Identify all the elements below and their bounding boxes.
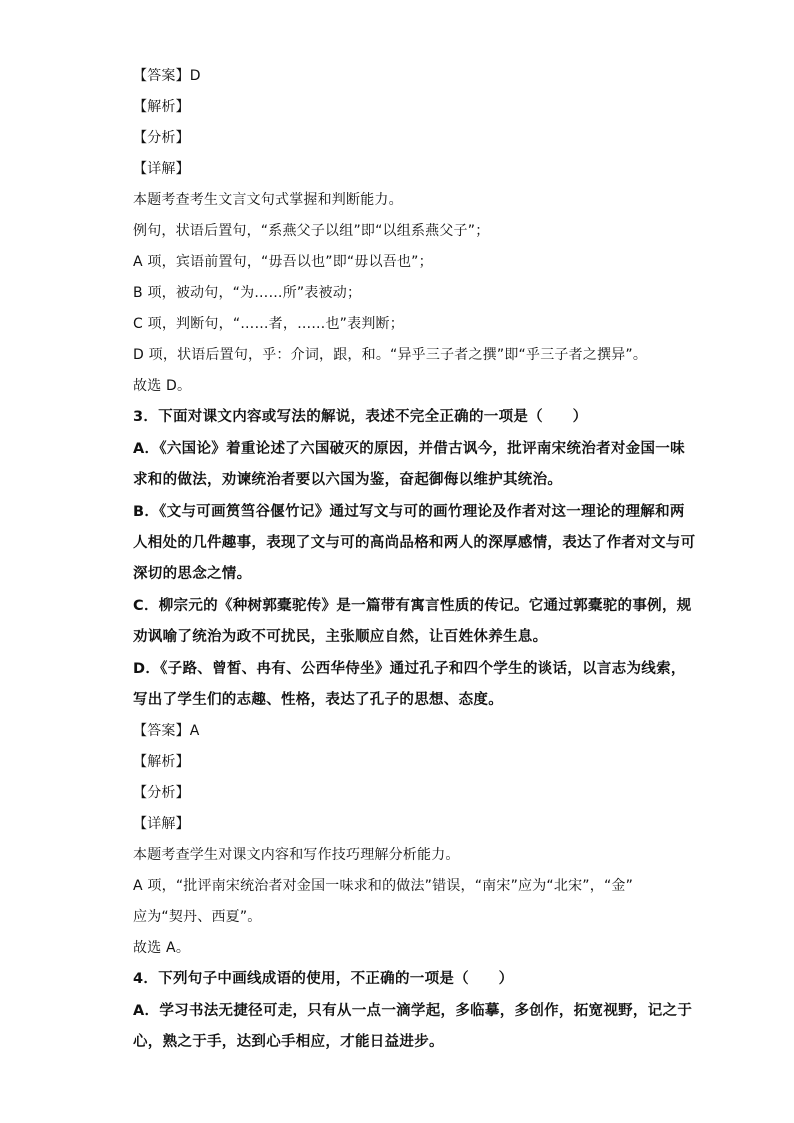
question-3-option-b: B．《文与可画筼筜谷偃竹记》通过写文与可的画竹理论及作者对这一理论的理解和两 — [133, 504, 685, 520]
question-3-option-d: 写出了学生们的志趣、性格，表达了孔子的思想、态度。 — [133, 692, 503, 708]
answer-label: 【答案】A — [133, 723, 200, 739]
explanation-line: B 项，被动句，“为……所”表被动； — [133, 285, 362, 301]
question-3-stem: 3．下面对课文内容或写法的解说，表述不完全正确的一项是（ ） — [133, 409, 588, 425]
explanation-line: C 项，判断句，“……者，……也”表判断； — [133, 316, 404, 332]
explanation-line: 例句，状语后置句，“系燕父子以组”即“以组系燕父子”； — [133, 223, 490, 239]
explanation-line: A 项，“批评南宋统治者对金国一味求和的做法”错误，“南宋”应为“北宋”，“金” — [133, 878, 634, 894]
detail-heading: 【详解】 — [133, 816, 190, 832]
question-3-option-c: C．柳宗元的《种树郭橐驼传》是一篇带有寓言性质的传记。它通过郭橐驼的事例，规 — [133, 598, 692, 614]
explanation-line: 应为“契丹、西夏”。 — [133, 909, 262, 925]
analysis-heading: 【解析】 — [133, 754, 190, 770]
question-3-option-b: 人相处的几件趣事，表现了文与可的高尚品格和两人的深厚感情，表达了作者对文与可 — [133, 535, 696, 551]
conclusion-line: 故选 A。 — [133, 940, 191, 956]
question-4-option-a: 心，熟之于手，达到心手相应，才能日益进步。 — [133, 1034, 444, 1050]
detail-heading: 【详解】 — [133, 161, 190, 177]
explanation-line: 本题考查考生文言文句式掌握和判断能力。 — [133, 192, 403, 208]
conclusion-line: 故选 D。 — [133, 378, 192, 394]
fenxi-heading: 【分析】 — [133, 785, 190, 801]
question-3-option-c: 劝讽喻了统治为政不可扰民，主张顺应自然，让百姓休养生息。 — [133, 629, 548, 645]
explanation-line: D 项，状语后置句，乎：介词，跟，和。“异乎三子者之撰”即“乎三子者之撰异”。 — [133, 347, 648, 363]
question-4-stem: 4．下列句子中画线成语的使用，不正确的一项是（ ） — [133, 971, 514, 987]
fenxi-heading: 【分析】 — [133, 130, 190, 146]
question-3-option-a: A．《六国论》着重论述了六国破灭的原因，并借古讽今，批评南宋统治者对金国一味 — [133, 441, 685, 457]
question-3-option-d: D．《子路、曾皙、冉有、公西华侍坐》通过孔子和四个学生的谈话，以言志为线索， — [133, 661, 686, 677]
analysis-heading: 【解析】 — [133, 99, 190, 115]
question-3-option-b: 深切的思念之情。 — [133, 566, 252, 582]
answer-label: 【答案】D — [133, 68, 201, 84]
explanation-line: A 项，宾语前置句，“毋吾以也”即“毋以吾也”； — [133, 254, 433, 270]
question-4-option-a: A．学习书法无捷径可走，只有从一点一滴学起，多临摹，多创作，拓宽视野，记之于 — [133, 1003, 693, 1019]
explanation-line: 本题考查学生对课文内容和写作技巧理解分析能力。 — [133, 847, 460, 863]
question-3-option-a: 求和的做法，劝谏统治者要以六国为鉴，奋起御侮以维护其统治。 — [133, 472, 563, 488]
